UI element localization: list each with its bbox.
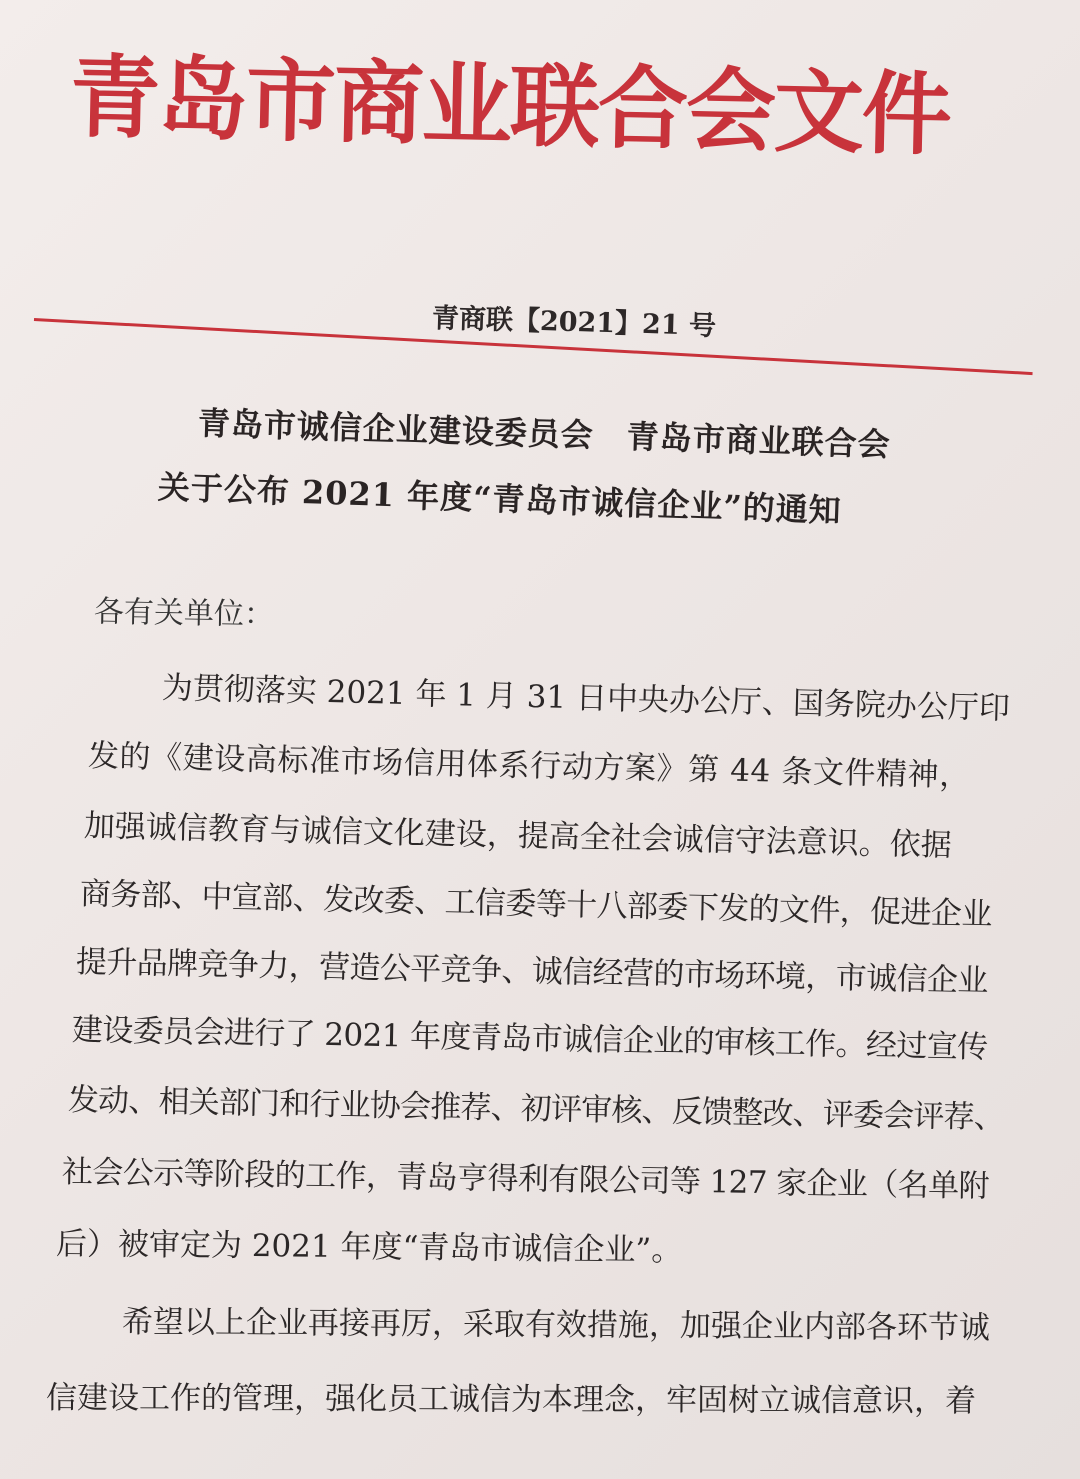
body-line: 后）被审定为 2021 年度“青岛市诚信企业”。 bbox=[55, 1226, 683, 1269]
body-line: 建设委员会进行了 2021 年度青岛市诚信企业的审核工作。经过宣传 bbox=[71, 1012, 988, 1066]
salutation: 各有关单位： bbox=[93, 594, 275, 633]
body-line: 信建设工作的管理，强化员工诚信为本理念，牢固树立诚信意识，着 bbox=[45, 1380, 977, 1420]
document-header-title: 青岛市商业联合会文件 bbox=[68, 44, 951, 169]
body-line: 加强诚信教育与诚信文化建设，提高全社会诚信守法意识。依据 bbox=[83, 808, 953, 864]
body-line: 为贯彻落实 2021 年 1 月 31 日中央办公厅、国务院办公厅印 bbox=[161, 670, 1011, 727]
body-line: 商务部、中宣部、发改委、工信委等十八部委下发的文件，促进企业 bbox=[79, 876, 993, 933]
body-line: 希望以上企业再接再厉，采取有效措施，加强企业内部各环节诚 bbox=[121, 1304, 991, 1347]
notice-title-line-1: 青岛市诚信企业建设委员会 青岛市商业联合会 bbox=[197, 404, 892, 464]
document-number: 青商联【2021】21 号 bbox=[431, 303, 717, 342]
body-line: 提升品牌竞争力，营造公平竞争、诚信经营的市场环境，市诚信企业 bbox=[75, 944, 989, 1000]
body-line: 社会公示等阶段的工作，青岛亨得利有限公司等 127 家企业（名单附 bbox=[61, 1154, 990, 1205]
body-line: 发的《建设高标准市场信用体系行动方案》第 44 条文件精神， bbox=[87, 738, 972, 795]
body-line: 发动、相关部门和行业协会推荐、初评审核、反馈整改、评委会评荐、 bbox=[67, 1082, 1005, 1136]
notice-title-line-2: 关于公布 2021 年度“青岛市诚信企业”的通知 bbox=[157, 468, 843, 530]
